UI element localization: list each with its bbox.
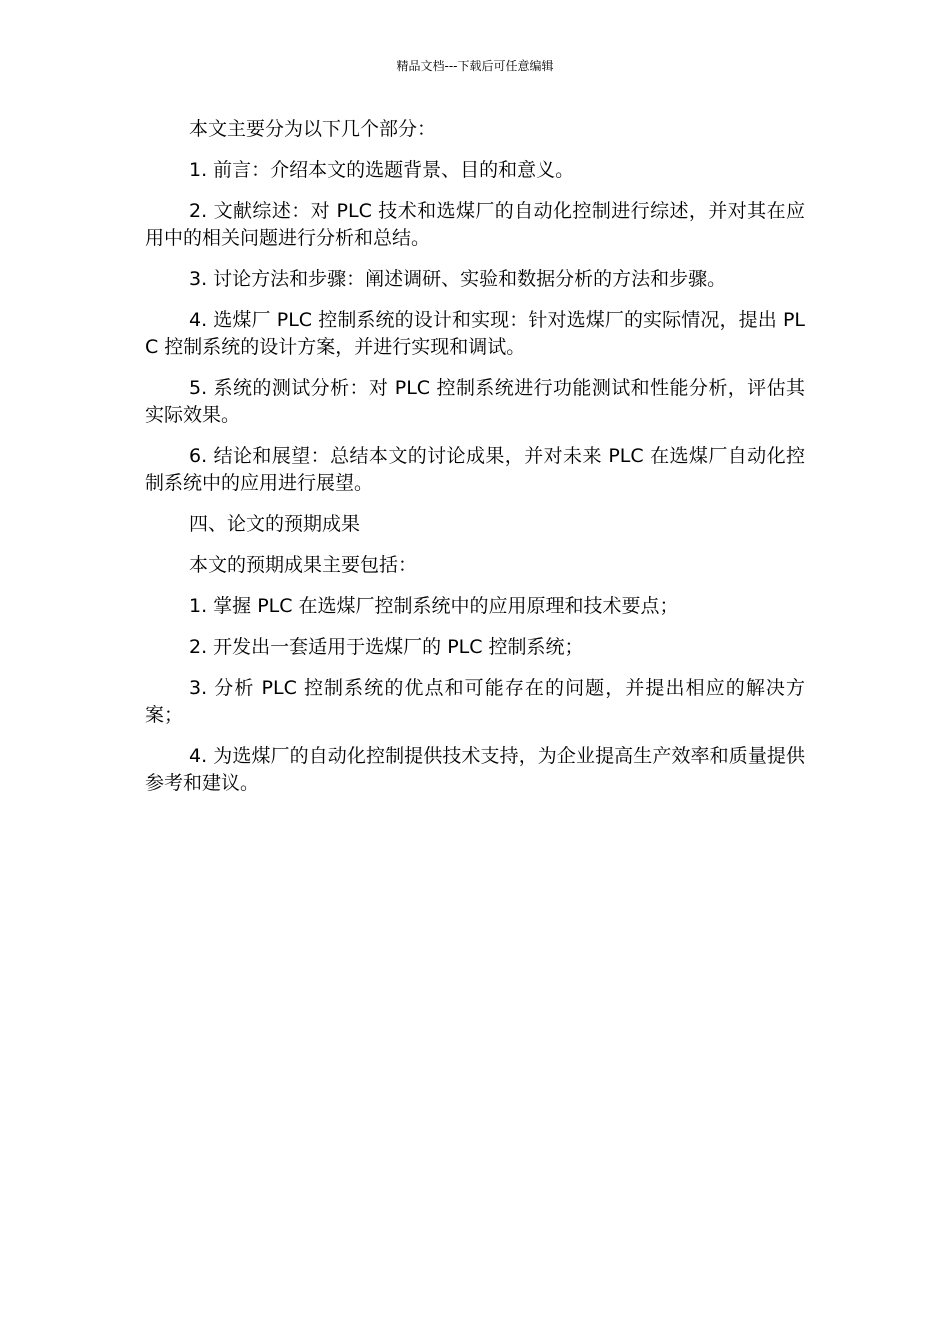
paragraph-intro: 本文主要分为以下几个部分：: [189, 118, 437, 140]
document-body: [145, 116, 805, 811]
paragraph-outcome-2: 2. 开发出一套适用于选煤厂的 PLC 控制系统；: [189, 636, 584, 658]
paragraph-item-5: 5. 系统的测试分析：对 PLC 控制系统进行功能测试和性能分析，评估其实际效果。: [145, 377, 805, 426]
page-header: 精品文档---下载后可任意编辑: [396, 59, 554, 73]
paragraph-item-3: 3. 讨论方法和步骤：阐述调研、实验和数据分析的方法和步骤。: [189, 268, 727, 290]
paragraph-item-4: 4. 选煤厂 PLC 控制系统的设计和实现：针对选煤厂的实际情况，提出 PLC 控制系统的设计方案，并进行实现和调试。: [145, 309, 805, 358]
paragraph-outcome-3: 3. 分析 PLC 控制系统的优点和可能存在的问题，并提出相应的解决方案；: [145, 677, 805, 726]
paragraph-outcomes-intro: 本文的预期成果主要包括：: [189, 554, 418, 576]
paragraph-outcome-4: 4. 为选煤厂的自动化控制提供技术支持，为企业提高生产效率和质量提供参考和建议。: [145, 745, 805, 794]
paragraph-outcome-1: 1. 掌握 PLC 在选煤厂控制系统中的应用原理和技术要点；: [189, 595, 679, 617]
paragraph-item-6: 6. 结论和展望：总结本文的讨论成果，并对未来 PLC 在选煤厂自动化控制系统中的应用进行展望。: [145, 445, 805, 494]
paragraph-item-2: 2. 文献综述：对 PLC 技术和选煤厂的自动化控制进行综述，并对其在应用中的相关问题进行分析和总结。: [145, 200, 805, 249]
section-heading: 四、论文的预期成果: [189, 513, 361, 535]
paragraph-item-1: 1. 前言：介绍本文的选题背景、目的和意义。: [189, 159, 575, 181]
